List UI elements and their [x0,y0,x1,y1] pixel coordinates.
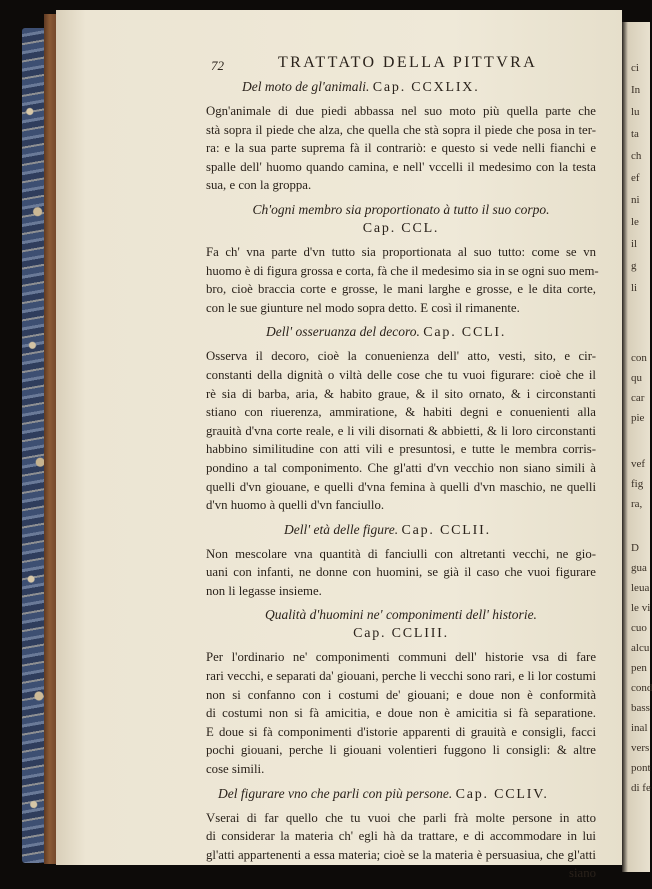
chapter-number: Cap. CCLII. [401,522,491,538]
facing-page-fragment: cuo [631,622,647,634]
text-line: quelli d'vn giouane, e quelli d'vna femina à quelli d'vn maschio, ne quelli [206,479,596,494]
facing-page-fragment: ni [631,194,640,206]
text-line: sua, e con la groppa. [206,178,312,193]
facing-page-fragment: fig [631,478,644,490]
text-line: rari vecchi, e separati da' giouani, perche li vecchi sono rari, e li lor costumi [206,669,596,684]
facing-page-fragment: ta [631,128,639,140]
facing-page-fragment: vef [631,458,646,470]
facing-page-fragment: g [631,260,637,272]
text-line: Ogn'animale di due piedi abbassa nel suo moto più quella parte che [206,104,596,118]
text-line: spalle dell' huomo quando camina, e nell' vccelli il medesimo con la testa [206,159,596,174]
facing-page-fragment: con [631,352,647,364]
chapter-number: Cap. CCLI. [423,325,507,341]
chapter-title: Ch'ogni membro sia proportionato à tutto il suo corpo. [252,201,550,217]
text-line: stà sopra il piede che alza, che quella che stà sopra il piede che posa in ter- [206,122,596,137]
facing-page-fragment: pont [631,762,651,774]
book-title-header: TRATTATO DELLA PITTVRA [278,54,538,71]
facing-page-fragment: bass [631,702,650,714]
text-line: con le sue giunture nel modo sopra detto. E così il rimanente. [206,300,520,315]
facing-page-fragment: inal [631,722,648,734]
facing-page-fragment: alcu [631,642,650,654]
facing-page-fragment: cond [631,682,652,694]
facing-page-fragment: le vi [631,602,651,614]
facing-page-fragment: gua [631,562,647,574]
text-line: non li legasse insieme. [206,583,322,598]
text-line: non si confanno con i costumi de' giouani; e doue non è conformità [206,687,596,702]
text-line: stiano con riuerenza, ammiratione, & habiti degni e conuenienti alla [206,405,596,420]
chapter-title: Dell' osseruanza del decoro. [266,324,420,340]
text-line: Fa ch' vna parte d'vn tutto sia proportionata al suo tutto: come se vn [206,244,596,259]
text-line: rè sia di barba, aria, & habito graue, & il sito ornato, & i circonstanti [206,386,596,401]
facing-page-fragment: lu [631,106,640,118]
chapter-number: Cap. CCXLIX. [372,80,480,95]
chapter-paragraph [206,243,599,317]
page-number: 72 [211,58,224,73]
chapter-title: Dell' età delle figure. [284,521,399,537]
page-text-block [206,52,599,889]
chapter-paragraph [206,102,596,195]
facing-page-fragment: pen [631,662,647,674]
facing-page [622,22,650,872]
facing-page-fragment: In [631,84,641,96]
text-line: d'vn huomo à quelli d'vn fanciullo. [206,498,385,513]
chapter-title: Del moto de gl'animali. [242,79,370,94]
text-line: ra: e la sua parte suprema fà il contrariò: e questo si vede nelli fianchi e [206,141,596,156]
text-line: pochi giouani, perche li giouani volentieri fuggono li consigli: & altre [206,743,596,758]
catchword: siano [568,866,596,881]
chapter-number: Cap. CCL. [362,220,440,236]
text-line: Vserai di far quello che tu vuoi che parli frà molte persone in atto [206,810,596,825]
running-head [206,52,596,78]
chapter-heading [206,78,596,97]
chapter-heading [206,606,596,643]
chapter-title: Qualità d'huomini ne' componimenti dell' historie. [265,607,537,623]
chapter-heading [206,521,596,540]
chapter-paragraph [206,347,596,514]
facing-page-fragment: ch [631,150,642,162]
text-line: Non mescolare vna quantità di fanciulli con altretanti vecchi, ne gio- [206,546,596,561]
chapter-paragraph [206,809,596,883]
facing-page-fragment: ra, [631,498,643,510]
facing-page-fragment: ci [631,62,639,74]
facing-page-fragment: ef [631,172,640,184]
chapter-heading [206,785,596,804]
facing-page-fragment: il [631,238,638,250]
facing-page-fragment: qu [631,372,642,384]
facing-page-fragment: leua [631,582,650,594]
text-line: gl'atti appartenenti a essa materia; cioè se la materia è persuasiua, che gl'atti [206,847,596,862]
text-line: Osserva il decoro, cioè la conuenienza dell' atto, vesti, sito, e cir- [206,349,596,364]
chapter-heading [206,201,596,238]
chapter-number: Cap. CCLIII. [353,626,449,642]
text-line: habbino similitudine con atti vili e presuntosi, e tutte le membra corris- [206,442,596,457]
text-line: constanti della dignità o viltà delle cose che tu vuoi figurare: cioè che il [206,367,596,382]
text-line: grauità d'vna corte reale, e li vili disornati & abbietti, & li loro circonstanti [206,423,596,438]
text-line: Per l'ordinario ne' componimenti communi dell' historie vsa di fare [206,650,596,665]
text-line: di considerar la materia ch' egli hà da trattare, e di accommodare in lui [206,829,596,844]
text-line: bro, cioè braccia corte e grosse, le mani larghe e grosse, e le dita corte, [206,282,596,297]
facing-page-fragment: car [631,392,645,404]
text-line: di costumi non si fà amicitia, e doue non è amicitia si fà separatione. [206,706,596,721]
facing-page-fragment: li [631,282,638,294]
chapter-heading [206,323,596,342]
text-line: E doue si fà componimenti d'istorie apparenti di grauità e consigli, facci [206,724,596,739]
chapter-paragraph [206,648,596,778]
facing-page-fragment: le [631,216,639,228]
facing-page-fragment: pie [631,412,645,424]
text-line: uani con infanti, ne donne con huomini, se già il caso che vuoi figurare [206,565,596,580]
chapter-paragraph [206,545,596,601]
chapter-number: Cap. CCLIV. [455,786,549,802]
chapter-title: Del figurare vno che parli con più persone. [218,785,453,801]
text-line: huomo è di figura grossa e corta, fà che il medesimo sia in se ogni suo mem- [206,263,599,278]
facing-page-fragment: vers [631,742,650,754]
text-line: cose simili. [206,762,265,777]
text-line: pondino a tal componimento. Che gl'atti d'vn vecchio non siano simili à [206,460,596,475]
facing-page-fragment: di fe [631,782,651,794]
facing-page-fragment: D [631,542,639,554]
